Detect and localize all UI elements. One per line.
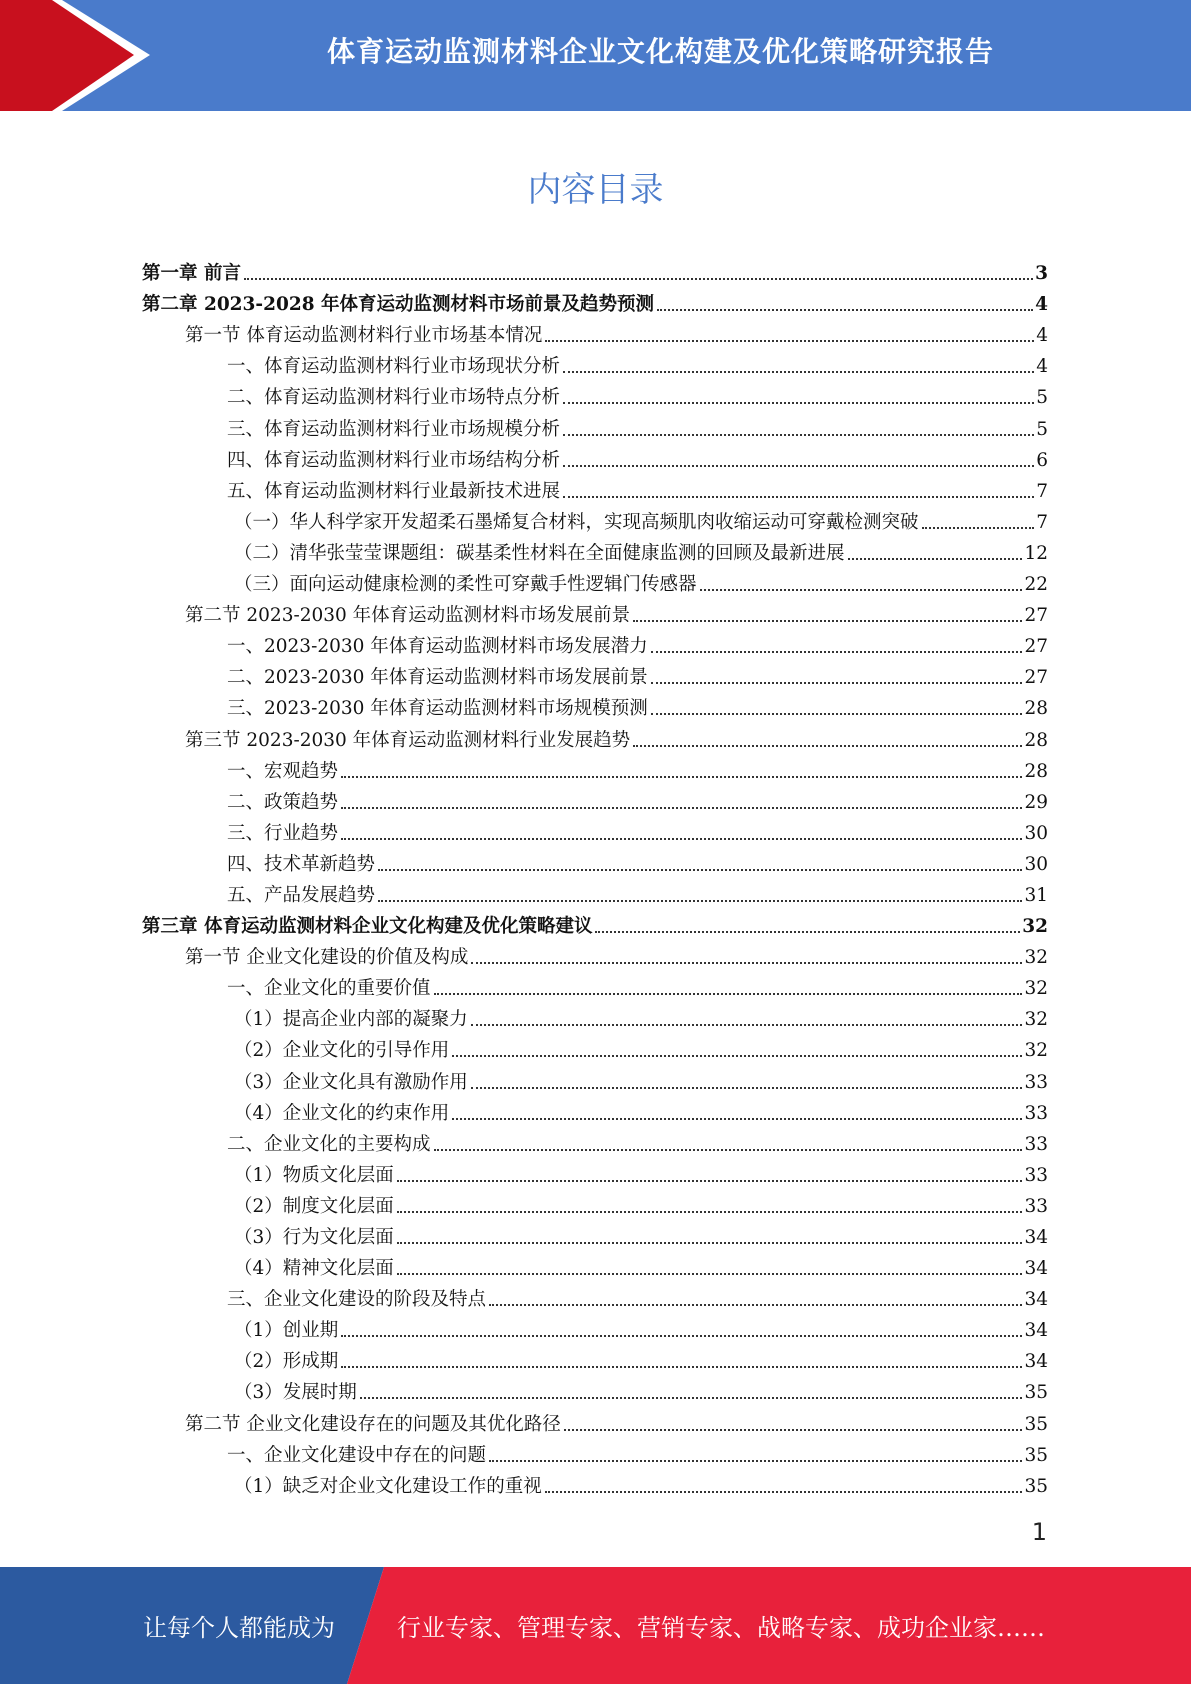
toc-entry[interactable]	[142, 627, 1048, 658]
toc-entry-title: 第三节 2023-2030 年体育运动监测材料行业发展趋势	[185, 729, 631, 751]
toc-dot-leader	[397, 1211, 1023, 1213]
toc-entry-title: 一、企业文化的重要价值	[227, 978, 431, 1000]
toc-entry-title: 第二节 2023-2030 年体育运动监测材料市场发展前景	[185, 605, 631, 627]
toc-entry-page: 30	[1024, 853, 1048, 875]
toc-entry[interactable]	[142, 1094, 1048, 1125]
toc-entry-title: 三、2023-2030 年体育运动监测材料市场规模预测	[227, 698, 648, 720]
toc-entry[interactable]	[142, 347, 1048, 378]
toc-entry-page: 35	[1024, 1475, 1048, 1497]
toc-dot-leader	[434, 993, 1023, 995]
toc-dot-leader	[397, 1180, 1023, 1182]
toc-entry-page: 34	[1024, 1351, 1048, 1373]
toc-dot-leader	[545, 340, 1034, 342]
toc-entry-title: （3）发展时期	[234, 1382, 357, 1404]
toc-dot-leader	[341, 838, 1022, 840]
toc-entry[interactable]	[142, 1000, 1048, 1031]
toc-entry-title: 第一章 前言	[142, 263, 241, 285]
toc-dot-leader	[848, 558, 1023, 560]
toc-entry[interactable]	[142, 845, 1048, 876]
toc-dot-leader	[378, 900, 1022, 902]
toc-entry[interactable]	[142, 1062, 1048, 1093]
toc-entry-page: 32	[1024, 978, 1048, 1000]
toc-entry-page: 27	[1024, 636, 1048, 658]
toc-entry-title: 三、体育运动监测材料行业市场规模分析	[227, 418, 561, 440]
toc-entry[interactable]	[142, 409, 1048, 440]
toc-entry[interactable]	[142, 1249, 1048, 1280]
toc-entry-page: 5	[1036, 387, 1048, 409]
toc-entry-title: （二）清华张莹莹课题组：碳基柔性材料在全面健康监测的回顾及最新进展	[234, 542, 845, 564]
toc-entry[interactable]	[142, 1373, 1048, 1404]
toc-entry-title: （一）华人科学家开发超柔石墨烯复合材料，实现高频肌肉收缩运动可穿戴检测突破	[234, 511, 919, 533]
header-band	[0, 0, 1191, 111]
toc-entry-page: 27	[1024, 605, 1048, 627]
toc-entry-page: 31	[1024, 884, 1048, 906]
toc-dot-leader	[651, 713, 1023, 715]
toc-entry[interactable]	[142, 720, 1048, 751]
header-chevron-decoration	[0, 0, 160, 111]
toc-entry[interactable]	[142, 1031, 1048, 1062]
toc-entry-title: 第二节 企业文化建设存在的问题及其优化路径	[185, 1413, 561, 1435]
toc-dot-leader	[471, 1024, 1023, 1026]
toc-entry-title: （2）制度文化层面	[234, 1195, 394, 1217]
toc-entry[interactable]	[142, 1436, 1048, 1467]
toc-dot-leader	[651, 682, 1023, 684]
toc-entry[interactable]	[142, 254, 1048, 285]
toc-dot-leader	[434, 1149, 1023, 1151]
toc-dot-leader	[564, 1429, 1023, 1431]
toc-entry-page: 34	[1024, 1258, 1048, 1280]
toc-entry-title: 二、企业文化的主要构成	[227, 1133, 431, 1155]
toc-entry[interactable]	[142, 1311, 1048, 1342]
toc-entry-title: 二、政策趋势	[227, 791, 339, 813]
toc-entry-title: 一、企业文化建设中存在的问题	[227, 1444, 487, 1466]
toc-entry[interactable]	[142, 378, 1048, 409]
toc-entry[interactable]	[142, 1125, 1048, 1156]
table-of-contents	[142, 254, 1048, 1498]
footer-band	[0, 1567, 1191, 1684]
toc-dot-leader	[360, 1397, 1023, 1399]
toc-entry-title: 五、产品发展趋势	[227, 884, 376, 906]
toc-entry[interactable]	[142, 472, 1048, 503]
toc-entry[interactable]	[142, 1187, 1048, 1218]
toc-entry-title: 一、体育运动监测材料行业市场现状分析	[227, 356, 561, 378]
toc-entry-title: （3）企业文化具有激励作用	[234, 1071, 468, 1093]
toc-entry[interactable]	[142, 1342, 1048, 1373]
toc-dot-leader	[700, 589, 1023, 591]
toc-entry-page: 29	[1024, 791, 1048, 813]
toc-entry-title: 三、行业趋势	[227, 822, 339, 844]
toc-dot-leader	[563, 465, 1034, 467]
toc-entry[interactable]	[142, 503, 1048, 534]
toc-entry[interactable]	[142, 596, 1048, 627]
toc-entry-page: 28	[1024, 698, 1048, 720]
toc-entry-page: 34	[1024, 1289, 1048, 1311]
footer-slogan-left: 让每个人都能成为	[143, 1614, 335, 1642]
toc-entry-page: 34	[1024, 1227, 1048, 1248]
toc-entry-page: 7	[1036, 480, 1048, 502]
toc-dot-leader	[563, 371, 1034, 373]
toc-dot-leader	[378, 869, 1022, 871]
toc-dot-leader	[397, 1242, 1023, 1244]
toc-dot-leader	[489, 1460, 1022, 1462]
toc-entry-page: 7	[1036, 511, 1048, 533]
toc-entry-page: 28	[1024, 729, 1048, 751]
toc-dot-leader	[452, 1118, 1022, 1120]
toc-entry-title: 五、体育运动监测材料行业最新技术进展	[227, 480, 561, 502]
toc-entry-page: 30	[1024, 822, 1048, 844]
toc-entry[interactable]	[142, 907, 1048, 938]
report-title: 体育运动监测材料企业文化构建及优化策略研究报告	[326, 35, 994, 68]
toc-dot-leader	[651, 651, 1023, 653]
toc-entry-page: 12	[1024, 542, 1048, 564]
toc-entry-page: 35	[1024, 1444, 1048, 1466]
toc-entry-title: 二、2023-2030 年体育运动监测材料市场发展前景	[227, 667, 648, 689]
toc-entry-page: 4	[1035, 294, 1048, 316]
toc-entry-title: （1）提高企业内部的凝聚力	[234, 1009, 468, 1031]
toc-entry[interactable]	[142, 534, 1048, 565]
toc-entry[interactable]	[142, 969, 1048, 1000]
toc-entry-page: 4	[1036, 356, 1048, 378]
toc-dot-leader	[633, 620, 1022, 622]
toc-entry[interactable]	[142, 1156, 1048, 1187]
toc-entry[interactable]	[142, 752, 1048, 783]
toc-dot-leader	[633, 745, 1022, 747]
toc-entry-title: 四、体育运动监测材料行业市场结构分析	[227, 449, 561, 471]
toc-dot-leader	[563, 434, 1034, 436]
toc-entry-page: 33	[1024, 1102, 1048, 1124]
toc-entry[interactable]	[142, 441, 1048, 472]
toc-entry-page: 33	[1024, 1071, 1048, 1093]
toc-entry-page: 27	[1024, 667, 1048, 689]
toc-dot-leader	[595, 931, 1020, 933]
toc-entry-page: 32	[1024, 947, 1048, 969]
toc-entry-title: （4）企业文化的约束作用	[234, 1102, 450, 1124]
footer-slogan-right: 行业专家、管理专家、营销专家、战略专家、成功企业家……	[397, 1614, 1045, 1642]
toc-entry-page: 32	[1024, 1009, 1048, 1031]
toc-dot-leader	[244, 278, 1033, 280]
toc-entry-page: 32	[1024, 1040, 1048, 1062]
toc-entry-page: 35	[1024, 1382, 1048, 1404]
toc-entry[interactable]	[142, 658, 1048, 689]
toc-entry-title: 一、宏观趋势	[227, 760, 339, 782]
toc-dot-leader	[563, 402, 1034, 404]
toc-entry-title: （3）行为文化层面	[234, 1227, 394, 1248]
toc-entry[interactable]	[142, 783, 1048, 814]
toc-dot-leader	[471, 962, 1022, 964]
toc-entry-title: 第二章 2023-2028 年体育运动监测材料市场前景及趋势预测	[142, 294, 655, 316]
toc-entry-title: （1）缺乏对企业文化建设工作的重视	[234, 1475, 542, 1497]
toc-entry-page: 6	[1036, 449, 1048, 471]
toc-entry-title: （4）精神文化层面	[234, 1258, 394, 1280]
toc-entry-title: 四、技术革新趋势	[227, 853, 376, 875]
toc-entry-title: （2）形成期	[234, 1351, 339, 1373]
toc-entry-title: 一、2023-2030 年体育运动监测材料市场发展潜力	[227, 636, 648, 658]
toc-entry-title: （三）面向运动健康检测的柔性可穿戴手性逻辑门传感器	[234, 574, 697, 596]
toc-entry-page: 5	[1036, 418, 1048, 440]
toc-entry[interactable]	[142, 285, 1048, 316]
toc-entry-page: 35	[1024, 1413, 1048, 1435]
toc-entry-title: （2）企业文化的引导作用	[234, 1040, 450, 1062]
toc-entry[interactable]	[142, 689, 1048, 720]
toc-entry[interactable]	[142, 565, 1048, 596]
toc-entry-title: （1）物质文化层面	[234, 1164, 394, 1186]
toc-entry[interactable]	[142, 938, 1048, 969]
toc-dot-leader	[341, 807, 1022, 809]
toc-entry-title: 第三章 体育运动监测材料企业文化构建及优化策略建议	[142, 916, 593, 938]
toc-entry-page: 33	[1024, 1195, 1048, 1217]
toc-entry[interactable]	[142, 876, 1048, 907]
toc-entry-page: 33	[1024, 1164, 1048, 1186]
toc-dot-leader	[341, 1366, 1022, 1368]
toc-entry[interactable]	[142, 814, 1048, 845]
toc-entry-title: 第一节 企业文化建设的价值及构成	[185, 947, 469, 969]
toc-entry-page: 34	[1024, 1320, 1048, 1342]
toc-entry[interactable]	[142, 1280, 1048, 1311]
toc-dot-leader	[397, 1273, 1023, 1275]
toc-heading: 内容目录	[527, 170, 664, 210]
toc-entry[interactable]	[142, 316, 1048, 347]
toc-entry-title: 三、企业文化建设的阶段及特点	[227, 1289, 487, 1311]
toc-entry-title: 第一节 体育运动监测材料行业市场基本情况	[185, 325, 543, 347]
toc-entry-title: 二、体育运动监测材料行业市场特点分析	[227, 387, 561, 409]
page-number: 1	[1031, 1518, 1047, 1546]
toc-entry[interactable]	[142, 1404, 1048, 1435]
toc-entry-page: 32	[1022, 916, 1048, 938]
toc-entry-page: 3	[1035, 263, 1048, 285]
toc-dot-leader	[341, 1335, 1022, 1337]
toc-dot-leader	[545, 1491, 1023, 1493]
toc-dot-leader	[489, 1304, 1022, 1306]
toc-entry[interactable]	[142, 1467, 1048, 1498]
toc-entry-page: 28	[1024, 760, 1048, 782]
toc-entry-page: 4	[1036, 325, 1048, 347]
toc-dot-leader	[922, 527, 1035, 529]
toc-dot-leader	[341, 776, 1022, 778]
toc-dot-leader	[471, 1087, 1023, 1089]
toc-entry-title: （1）创业期	[234, 1320, 339, 1342]
toc-entry[interactable]	[142, 1218, 1048, 1249]
toc-entry-page: 33	[1024, 1133, 1048, 1155]
toc-entry-page: 22	[1024, 574, 1048, 596]
toc-dot-leader	[563, 496, 1034, 498]
toc-dot-leader	[657, 309, 1033, 311]
toc-dot-leader	[452, 1055, 1022, 1057]
